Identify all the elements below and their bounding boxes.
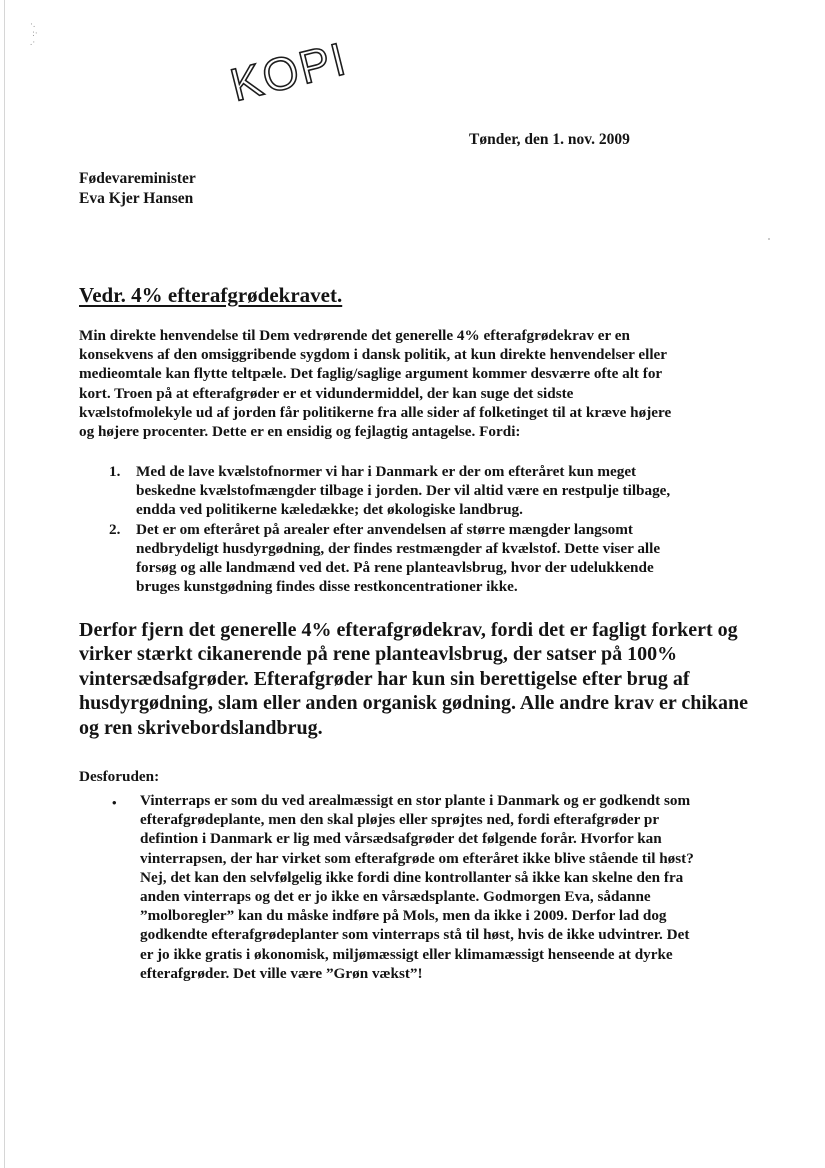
item-line: endda ved politikerne kæledække; det økologiske landbrug. <box>136 501 523 519</box>
emphasis-line: Derfor fjern det generelle 4% efterafgrødekrav, fordi det er fagligt forkert og <box>79 619 738 641</box>
bullet-line: efterafgrødeplante, men den skal pløjes eller sprøjtes ned, fordi efterafgrøder pr <box>140 811 660 829</box>
bullet-line: Vinterraps er som du ved arealmæssigt en stor plante i Danmark og er godkendt som <box>140 792 691 809</box>
intro-line: kvælstofmolekyle ud af jorden får politikerne fra alle sider af folketinget til at kræve højere <box>79 403 672 421</box>
intro-line: kort. Troen på at efterafgrøder er et vidundermiddel, der kan suge det sidste <box>79 384 574 402</box>
bullet-line: er jo ikke gratis i økonomisk, miljømæssigt eller klimamæssigt henseende at dyrke <box>140 945 673 963</box>
bullet-line: defintion i Danmark er lig med vårsædsafgrøder det følgende forår. Hvorfor kan <box>140 830 662 848</box>
intro-line: konsekvens af den omsiggribende sygdom i dansk politik, at kun direkte henvendelser eller <box>79 346 668 364</box>
scan-specks: ·. :· .· <box>30 19 38 47</box>
item-line: Det er om efteråret på arealer efter anvendelsen af større mængder langsomt <box>136 520 633 538</box>
bullet-line: anden vinterraps og det er jo ikke en vårsædsplante. Godmorgen Eva, sådanne <box>140 888 651 906</box>
item-line: bruges kunstgødning findes disse restkoncentrationer ikke. <box>136 578 518 596</box>
bullet-line: godkendte efterafgrødeplanter som vinterraps stå til høst, hvis de ikke udvintrer. Det <box>140 926 690 944</box>
numbered-item <box>109 520 789 597</box>
emphasis-line: virker stærkt cikanerende på rene planteavlsbrug, der satser på 100% <box>79 643 678 666</box>
bullet-line: efterafgrøder. Det ville være ”Grøn vækst”! <box>140 964 423 982</box>
bullet-body <box>116 791 796 983</box>
bullet-line: vinterrapsen, der har virket som efterafgrøde om efteråret ikke blive stående til høst? <box>140 849 694 867</box>
bullet-item <box>112 791 796 983</box>
recipient-title: Fødevareminister <box>79 170 196 187</box>
intro-line: medieomtale kan flytte teltpæle. Det faglig/saglige argument kommer desværre ofte alt for <box>79 365 663 383</box>
bullet-line: ”molboregler” kan du måske indføre på Mols, men da ikke i 2009. Derfor lad dog <box>140 907 667 925</box>
bullet-marker: • <box>112 795 117 810</box>
numbered-item <box>109 462 789 520</box>
item-line: Med de lave kvælstofnormer vi har i Danmark er der om efteråret kun meget <box>136 463 637 480</box>
numbered-list <box>109 462 789 596</box>
recipient-name: Eva Kjer Hansen <box>79 190 194 207</box>
intro-line: og højere procenter. Dette er en ensidig og fejlagtig antagelse. Fordi: <box>79 423 521 441</box>
emphasis-line: husdyrgødning, slam eller anden organisk gødning. Alle andre krav er chikane <box>79 692 749 715</box>
emphasis-line: vintersædsafgrøder. Efterafgrøder har kun sin berettigelse efter brug af <box>79 667 690 690</box>
emphasis-line: og ren skrivebordslandbrug. <box>79 716 323 739</box>
recipient-block <box>79 169 196 209</box>
page-edge-line <box>4 0 5 1168</box>
kopi-stamp: KOPI <box>225 32 353 112</box>
item-line: beskedne kvælstofmængder tilbage i jorden. Der vil altid være en restpulje tilbage, <box>136 482 671 500</box>
bullet-line: Nej, det kan den selvfølgelig ikke fordi dine kontrollanter så ikke kan skelne den fra <box>140 868 684 886</box>
intro-line: Min direkte henvendelse til Dem vedrørende det generelle 4% efterafgrødekrav er en <box>79 327 630 344</box>
item-line: nedbrydeligt husdyrgødning, der findes restmængder af kvælstof. Dette viser alle <box>136 539 661 557</box>
intro-paragraph <box>79 326 759 441</box>
emphasis-paragraph <box>79 618 779 740</box>
item-line: forsøg og alle landmænd ved det. På rene planteavlsbrug, hvor der udelukkende <box>136 559 654 577</box>
item-number: 2. <box>109 520 121 538</box>
scan-speck <box>768 238 770 240</box>
subject-heading: Vedr. 4% efterafgrødekravet. <box>79 283 343 307</box>
item-number: 1. <box>109 463 121 480</box>
desforuden-heading: Desforuden: <box>79 768 160 785</box>
date-line: Tønder, den 1. nov. 2009 <box>469 131 630 148</box>
